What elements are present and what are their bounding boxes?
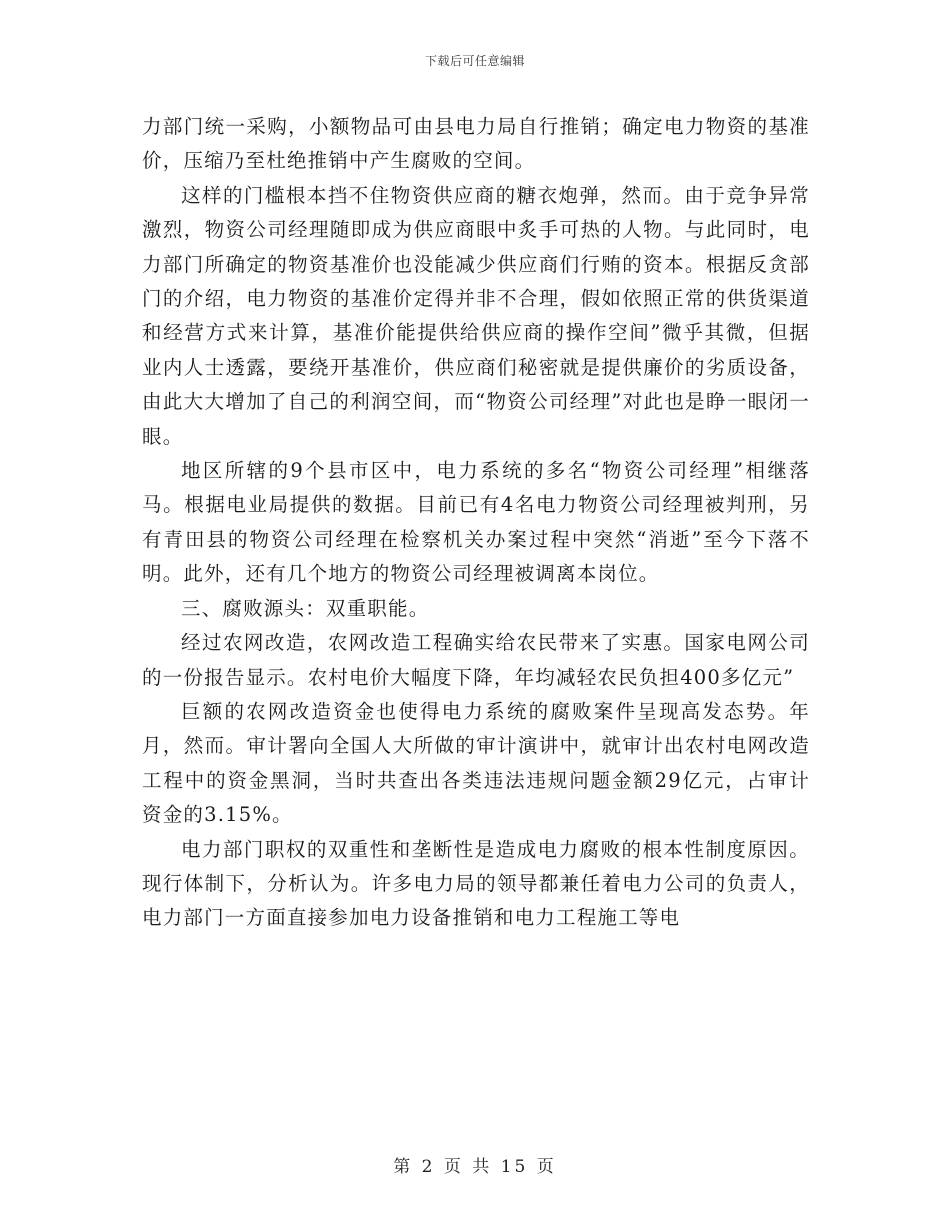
paragraph-6: 巨额的农网改造资金也使得电力系统的腐败案件呈现高发态势。年月，然而。审计署向全国人大所做的审计演讲中，就审计出农村电网改造工程中的资金黑洞，当时共查出各类违法违规问题金额29亿元，占审计资金的3.15%。	[142, 699, 810, 827]
paragraph-3: 地区所辖的9个县市区中，电力系统的多名“物资公司经理”相继落马。根据电业局提供的数据。目前已有4名电力物资公司经理被判刑，另有青田县的物资公司经理在检察机关办案过程中突然“消逝”至今下落不明。此外，还有几个地方的物资公司经理被调离本岗位。	[142, 459, 810, 586]
document-body	[142, 110, 810, 936]
paragraph-1: 力部门统一采购，小额物品可由县电力局自行推销；确定电力物资的基准价，压缩乃至杜绝推销中产生腐败的空间。	[142, 115, 810, 173]
page-number-footer: 第 2 页 共 15 页	[393, 1157, 557, 1177]
paragraph-5: 经过农网改造，农网改造工程确实给农民带来了实惠。国家电网公司的一份报告显示。农村电价大幅度下降，年均减轻农民负担400多亿元”	[142, 631, 810, 689]
page-header: 下载后可任意编辑	[424, 54, 525, 68]
section-heading: 三、腐败源头：双重职能。	[181, 596, 430, 620]
paragraph-7: 电力部门职权的双重性和垄断性是造成电力腐败的根本性制度原因。现行体制下，分析认为。许多电力局的领导都兼任着电力公司的负责人，电力部门一方面直接参加电力设备推销和电力工程施工等电	[142, 837, 810, 930]
paragraph-2: 这样的门槛根本挡不住物资供应商的糖衣炮弹，然而。由于竞争异常激烈，物资公司经理随即成为供应商眼中炙手可热的人物。与此同时，电力部门所确定的物资基准价也没能减少供应商们行贿的资本。根据反贪部门的介绍，电力物资的基准价定得并非不合理，假如依照正常的供货渠道和经营方式来计算，基准价能提供给供应商的操作空间”微乎其微，但据业内人士透露，要绕开基准价，供应商们秘密就是提供廉价的劣质设备，由此大大增加了自己的利润空间，而“物资公司经理”对此也是睁一眼闭一眼。	[142, 183, 810, 448]
